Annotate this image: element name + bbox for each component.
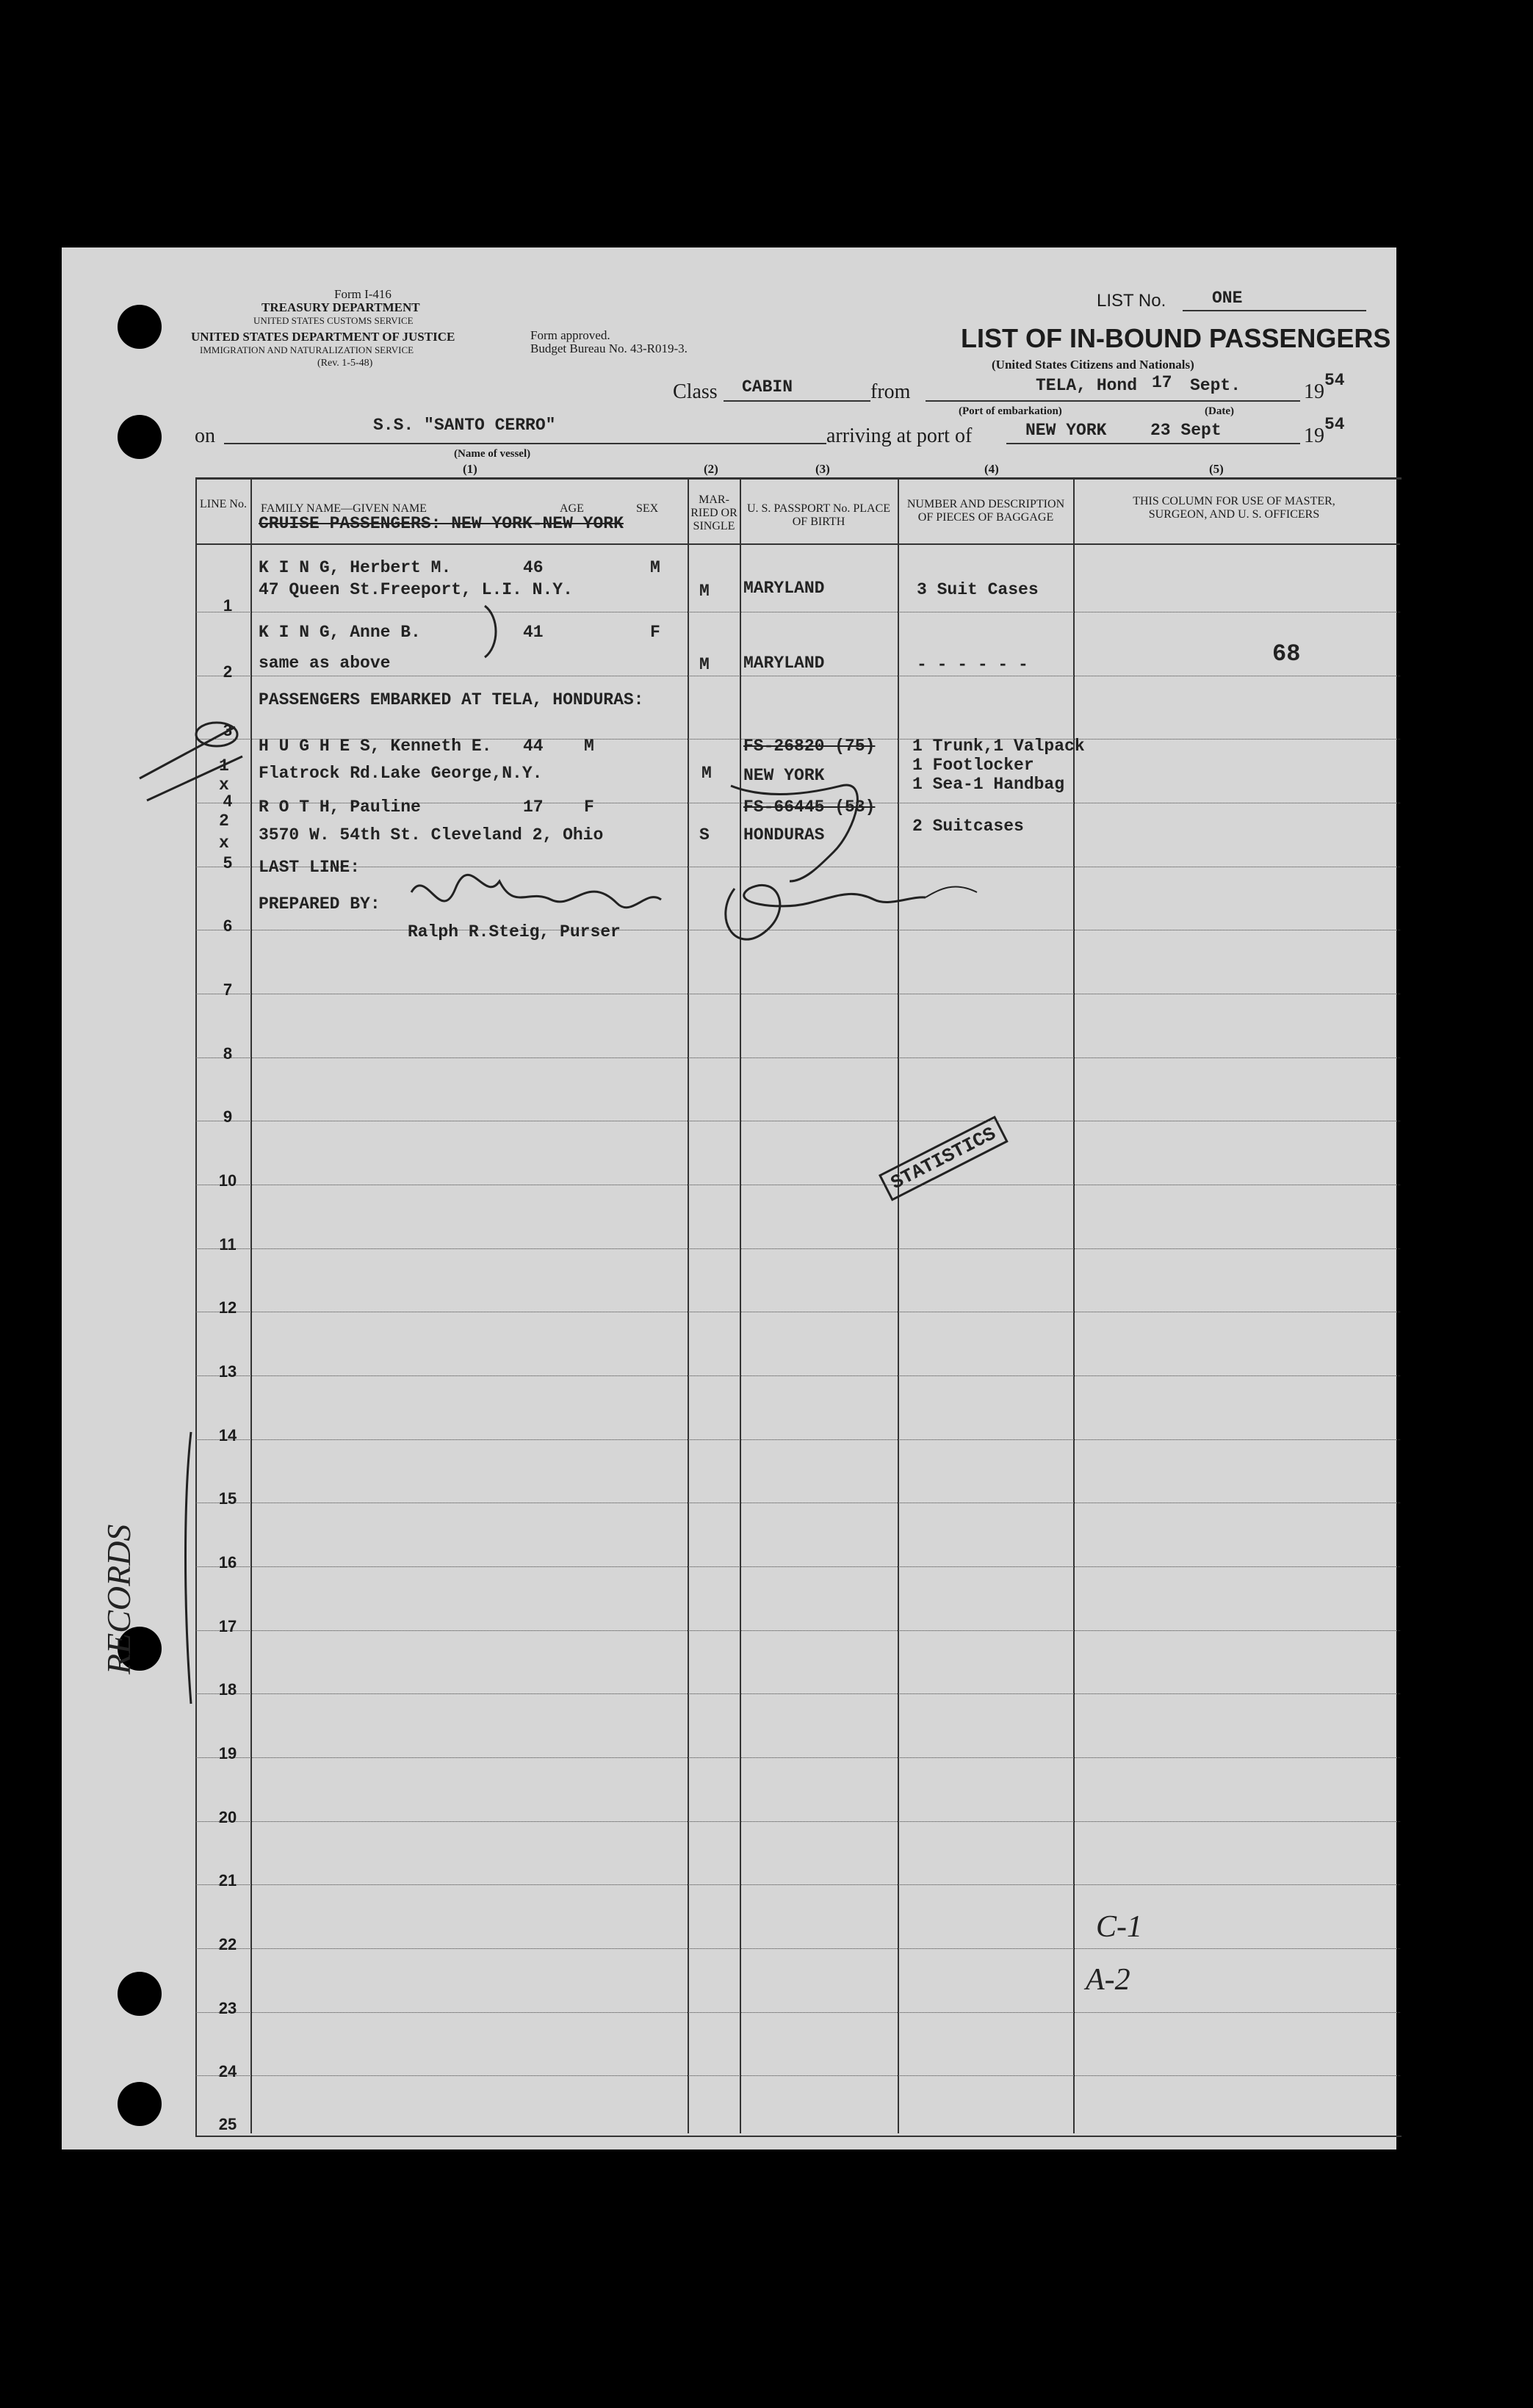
cruise-heading: CRUISE PASSENGERS: NEW YORK-NEW YORK xyxy=(259,514,624,533)
line-number: 6 xyxy=(223,916,233,935)
line-number: 9 xyxy=(223,1107,233,1126)
r3-married: M xyxy=(701,764,712,783)
margin-mark: x xyxy=(219,775,229,795)
ins-label: IMMIGRATION AND NATURALIZATION SERVICE xyxy=(200,344,414,355)
line-number: 24 xyxy=(218,2062,237,2080)
bracket-mark xyxy=(477,602,507,661)
line-number: 3 xyxy=(223,721,233,740)
class-label: Class xyxy=(673,380,718,403)
r3-baggage-1: 1 Trunk,1 Valpack xyxy=(912,737,1085,756)
page-title: LIST OF IN-BOUND PASSENGERS xyxy=(961,323,1391,353)
statistics-stamp: STATISTICS xyxy=(879,1116,1009,1201)
margin-mark: 2 xyxy=(219,811,229,831)
annotation-c1: C-1 xyxy=(1096,1910,1142,1944)
line-number: 11 xyxy=(219,1235,237,1254)
line-number: 5 xyxy=(223,853,233,872)
r4-age: 17 xyxy=(523,798,544,817)
r4-birthplace: HONDURAS xyxy=(743,825,825,845)
line-number: 2 xyxy=(223,662,233,681)
officer-count: 68 xyxy=(1272,640,1301,668)
subtitle: (United States Citizens and Nationals) xyxy=(992,358,1194,372)
r4-baggage: 2 Suitcases xyxy=(912,817,1024,836)
line-number: 22 xyxy=(218,1935,237,1953)
line-number: 10 xyxy=(218,1171,237,1190)
r2-address: same as above xyxy=(259,654,391,673)
r4-passport: FS-66445 (53) xyxy=(743,798,876,817)
r2-birthplace: MARYLAND xyxy=(743,654,825,673)
from-label: from xyxy=(870,380,911,403)
arrival-date: 23 Sept xyxy=(1150,421,1222,440)
annotation-a2: A-2 xyxy=(1086,1963,1130,1997)
line-number: 12 xyxy=(218,1298,237,1317)
r2-name: K I N G, Anne B. xyxy=(259,623,421,642)
line-number: 18 xyxy=(218,1680,237,1699)
r2-married: M xyxy=(699,655,710,674)
margin-mark: x xyxy=(219,834,229,853)
line-number: 25 xyxy=(218,2115,237,2133)
header-baggage: NUMBER AND DESCRIPTION OF PIECES OF BAGGAGE xyxy=(906,498,1065,524)
vessel-caption: (Name of vessel) xyxy=(454,448,531,460)
arrival-port: NEW YORK xyxy=(1025,421,1107,440)
col-num-3: (3) xyxy=(815,462,830,476)
r1-name: K I N G, Herbert M. xyxy=(259,558,452,577)
r3-baggage-3: 1 Sea-1 Handbag xyxy=(912,775,1065,794)
header-officers: THIS COLUMN FOR USE OF MASTER, SURGEON, AND U. S. OFFICERS xyxy=(1133,495,1335,521)
r1-age: 46 xyxy=(523,558,544,577)
header-sex: SEX xyxy=(636,502,659,515)
col-num-2: (2) xyxy=(704,462,718,476)
r2-sex: F xyxy=(650,623,660,642)
line-number: 20 xyxy=(218,1808,237,1826)
port-embarkation-caption: (Port of embarkation) xyxy=(959,405,1062,417)
purser-name: Ralph R.Steig, Purser xyxy=(408,922,621,941)
list-no-label: LIST No. xyxy=(1097,291,1166,311)
r4-married: S xyxy=(699,825,710,845)
treasury-label: TREASURY DEPARTMENT xyxy=(261,300,420,314)
from-port: TELA, Hond xyxy=(1036,376,1138,395)
r3-passport: FS-26820 (75) xyxy=(743,737,876,756)
line-number: 14 xyxy=(218,1426,237,1445)
list-no-value: ONE xyxy=(1212,289,1243,308)
r3-baggage-2: 1 Footlocker xyxy=(912,756,1034,775)
from-month: Sept. xyxy=(1190,376,1241,395)
r4-name: R O T H, Pauline xyxy=(259,798,421,817)
line-number: 21 xyxy=(218,1871,237,1890)
r2-baggage: - - - - - - xyxy=(917,655,1028,674)
margin-tick-marks xyxy=(125,712,257,859)
r3-sex: M xyxy=(584,737,594,756)
header-married: MAR-RIED OR SINGLE xyxy=(690,493,737,532)
header-passport: U. S. PASSPORT No. PLACE OF BIRTH xyxy=(746,502,891,528)
last-line-label: LAST LINE: xyxy=(259,858,361,877)
check-mark xyxy=(724,771,900,889)
col-num-1: (1) xyxy=(463,462,477,476)
embarked-heading: PASSENGERS EMBARKED AT TELA, HONDURAS: xyxy=(259,690,644,709)
header-age: AGE xyxy=(560,502,584,515)
r1-sex: M xyxy=(650,558,660,577)
year-suffix-2: 54 xyxy=(1324,415,1345,434)
margin-mark: 1 xyxy=(219,756,229,775)
year-prefix-2: 19 xyxy=(1304,424,1324,447)
line-number: 4 xyxy=(223,792,233,810)
r3-name: H U G H E S, Kenneth E. xyxy=(259,737,492,756)
form-approved: Form approved. xyxy=(530,328,610,342)
r1-address: 47 Queen St.Freeport, L.I. N.Y. xyxy=(259,580,573,599)
line-number: 19 xyxy=(218,1744,237,1762)
line-number: 1 xyxy=(223,596,233,615)
r4-sex: F xyxy=(584,798,594,817)
line-number: 16 xyxy=(218,1553,237,1572)
punch-hole xyxy=(118,305,162,349)
line-number: 13 xyxy=(218,1362,237,1381)
r1-birthplace: MARYLAND xyxy=(743,579,825,598)
side-note: RECORDS xyxy=(100,1524,137,1674)
year-prefix-1: 19 xyxy=(1304,380,1324,403)
r2-age: 41 xyxy=(523,623,544,642)
arriving-label: arriving at port of xyxy=(826,424,973,447)
budget-bureau: Budget Bureau No. 43-R019-3. xyxy=(530,341,688,355)
r3-address: Flatrock Rd.Lake George,N.Y. xyxy=(259,764,543,783)
prepared-by-label: PREPARED BY: xyxy=(259,894,380,914)
vessel-name: S.S. "SANTO CERRO" xyxy=(373,416,556,435)
punch-hole xyxy=(118,1972,162,2016)
punch-hole xyxy=(118,2082,162,2126)
line-number: 23 xyxy=(218,1999,237,2017)
rev-label: (Rev. 1-5-48) xyxy=(317,358,373,369)
header-line-no: LINE No. xyxy=(200,498,247,510)
r3-age: 44 xyxy=(523,737,544,756)
line-number: 7 xyxy=(223,980,233,999)
line-number: 8 xyxy=(223,1044,233,1063)
year-suffix-1: 54 xyxy=(1324,371,1345,390)
date-caption: (Date) xyxy=(1205,405,1234,417)
r1-married: M xyxy=(699,582,710,601)
form-number: Form I-416 xyxy=(334,287,392,301)
r3-birthplace: NEW YORK xyxy=(743,766,825,785)
customs-label: UNITED STATES CUSTOMS SERVICE xyxy=(253,315,414,326)
line-number: 15 xyxy=(218,1489,237,1508)
doj-label: UNITED STATES DEPARTMENT OF JUSTICE xyxy=(191,330,455,344)
col-num-4: (4) xyxy=(984,462,999,476)
header-name: FAMILY NAME—GIVEN NAME xyxy=(261,502,427,515)
col-num-5: (5) xyxy=(1209,462,1224,476)
r4-address: 3570 W. 54th St. Cleveland 2, Ohio xyxy=(259,825,604,845)
on-label: on xyxy=(195,424,215,447)
r1-baggage: 3 Suit Cases xyxy=(917,580,1039,599)
class-value: CABIN xyxy=(742,377,793,397)
line-number: 17 xyxy=(218,1617,237,1635)
from-day: 17 xyxy=(1152,373,1172,392)
passenger-table xyxy=(195,477,1402,2137)
punch-hole xyxy=(118,415,162,459)
